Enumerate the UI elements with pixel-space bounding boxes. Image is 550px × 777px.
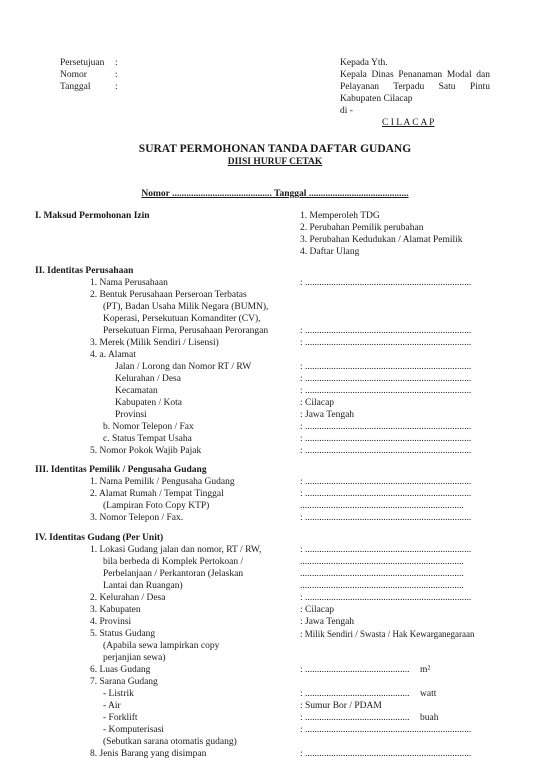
s4-unit-luas: m² (420, 665, 431, 675)
form-subtitle: DIISI HURUF CETAK (227, 157, 323, 167)
s4-field-jenis-barang[interactable]: : ...................................................................... (300, 749, 472, 759)
option-1[interactable]: 1. Memperoleh TDG (300, 211, 380, 221)
s4-row-air: - Air (103, 701, 121, 711)
s2-row-provinsi: Provinsi (115, 410, 147, 420)
address-city: C I L A C A P (382, 118, 435, 128)
section-3-heading: III. Identitas Pemilik / Pengusaha Gudang (35, 465, 207, 475)
s2-row-bentuk-2: (PT), Badan Usaha Milik Negara (BUMN), (103, 302, 269, 312)
s4-field-listrik[interactable]: : ............................................ (300, 689, 410, 699)
s4-field-luas[interactable]: : ............................................ (300, 665, 410, 675)
tanggal-label: Tanggal (60, 82, 91, 92)
s2-field-npwp[interactable]: : ...................................................................... (300, 446, 472, 456)
s4-field-komputerisasi[interactable]: : ...................................................................... (300, 725, 472, 735)
option-3[interactable]: 3. Perubahan Kedudukan / Alamat Pemilik (300, 235, 463, 245)
s4-row-kelurahan: 2. Kelurahan / Desa (90, 593, 166, 603)
s4-field-lokasi-2[interactable]: ..................................................................... (300, 557, 464, 567)
s4-row-lokasi: 1. Lokasi Gudang jalan dan nomor, RT / RW, (90, 545, 262, 555)
s2-row-status: c. Status Tempat Usaha (103, 434, 192, 444)
section-1-heading: I. Maksud Permohonan Izin (35, 211, 150, 221)
s4-row-lokasi-2: bila berbeda di Komplek Pertokoan / (103, 557, 244, 567)
s2-field-kelurahan[interactable]: : ...................................................................... (300, 374, 472, 384)
s2-field-bentuk[interactable]: : ...................................................................... (300, 326, 472, 336)
s4-row-luas: 6. Luas Gudang (90, 665, 151, 675)
nomor-tanggal-line[interactable]: Nomor .......................................... Tanggal .......................................... (141, 189, 409, 199)
s4-row-lokasi-3: Perbelanjaan / Perkantoran (Jelaskan (103, 569, 244, 579)
form-title: SURAT PERMOHONAN TANDA DAFTAR GUDANG (138, 143, 412, 155)
s2-row-alamat: 4. a. Alamat (90, 350, 136, 360)
s4-row-sarana: 7. Sarana Gudang (90, 677, 158, 687)
s2-field-telepon[interactable]: : ...................................................................... (300, 422, 472, 432)
s4-row-listrik: - Listrik (103, 689, 134, 699)
s4-field-lokasi-3[interactable]: ..................................................................... (300, 569, 464, 579)
s4-row-kabupaten: 3. Kabupaten (90, 605, 141, 615)
s4-value-status[interactable]: : Milik Sendiri / Swasta / Hak Kewarganegaraan (300, 629, 475, 639)
s3-row-alamat: 2. Alamat Rumah / Tempat Tinggal (90, 489, 224, 499)
section-2-heading: II. Identitas Perusahaan (35, 266, 134, 276)
s4-row-status-3: perjanjian sewa) (103, 653, 166, 663)
s4-value-air[interactable]: : Sumur Bor / PDAM (300, 701, 382, 711)
s4-value-kabupaten: : Cilacap (300, 605, 335, 615)
s3-row-nama: 1. Nama Pemilik / Pengusaha Gudang (90, 477, 235, 487)
s3-field-nama[interactable]: : ...................................................................... (300, 477, 472, 487)
s4-row-provinsi: 4. Provinsi (90, 617, 132, 627)
s4-row-status-2: (Apabila sewa lampirkan copy (103, 641, 220, 651)
nomor-colon: : (115, 70, 118, 80)
s4-field-lokasi-4[interactable]: ..................................................................... (300, 581, 464, 591)
nomor-label: Nomor (60, 70, 87, 80)
address-line-2: Pelayanan Terpadu Satu Pintu (340, 82, 490, 92)
s4-field-lokasi[interactable]: : ...................................................................... (300, 545, 472, 555)
s4-unit-listrik: watt (420, 689, 437, 699)
tanggal-colon: : (115, 82, 118, 92)
s2-row-bentuk-4: Persekutuan Firma, Perusahaan Perorangan (103, 326, 269, 336)
s4-row-sebutkan: (Sebutkan sarana otomatis gudang) (103, 737, 237, 747)
s2-field-nama[interactable]: : ...................................................................... (300, 278, 472, 288)
s2-row-npwp: 5. Nomor Pokok Wajib Pajak (90, 446, 202, 456)
s3-field-alamat-2[interactable]: ..................................................................... (300, 501, 464, 511)
s4-row-jenis-barang: 8. Jenis Barang yang disimpan (90, 749, 207, 759)
s2-row-bentuk: 2. Bentuk Perusahaan Perseroan Terbatas (90, 290, 247, 300)
s4-value-provinsi: : Jawa Tengah (300, 617, 355, 627)
s2-row-bentuk-3: Koperasi, Persekutuan Komanditer (CV), (103, 314, 261, 324)
s2-value-kabupaten: : Cilacap (300, 398, 335, 408)
s2-row-merek: 3. Merek (Milik Sendiri / Lisensi) (90, 338, 219, 348)
s2-field-kecamatan[interactable]: : ...................................................................... (300, 386, 472, 396)
s2-field-merek[interactable]: : ...................................................................... (300, 338, 472, 348)
s3-field-alamat[interactable]: : ...................................................................... (300, 489, 472, 499)
s2-row-nama: 1. Nama Perusahaan (90, 278, 168, 288)
kepada-label: Kepada Yth. (340, 58, 388, 68)
address-line-4: di - (340, 106, 353, 116)
s2-field-status[interactable]: : ...................................................................... (300, 434, 472, 444)
s4-field-kelurahan[interactable]: : ...................................................................... (300, 593, 472, 603)
s3-row-lampiran: (Lampiran Foto Copy KTP) (103, 501, 210, 511)
persetujuan-label: Persetujuan (60, 58, 105, 68)
s2-row-kecamatan: Kecamatan (115, 386, 158, 396)
s4-row-forklift: - Forklift (103, 713, 138, 723)
s4-row-status: 5. Status Gudang (90, 629, 156, 639)
s4-row-komputerisasi: - Komputerisasi (103, 725, 164, 735)
s3-field-telepon[interactable]: : ...................................................................... (300, 513, 472, 523)
s2-row-kelurahan: Kelurahan / Desa (115, 374, 181, 384)
s2-row-jalan: Jalan / Lorong dan Nomor RT / RW (115, 362, 252, 372)
s2-row-telepon: b. Nomor Telepon / Fax (103, 422, 194, 432)
persetujuan-colon: : (115, 58, 118, 68)
s4-row-lokasi-4: Lantai dan Ruangan) (103, 581, 183, 591)
option-2[interactable]: 2. Perubahan Pemilik perubahan (300, 223, 424, 233)
s3-row-telepon: 3. Nomor Telepon / Fax. (90, 513, 184, 523)
s2-row-kabupaten: Kabupaten / Kota (115, 398, 183, 408)
option-4[interactable]: 4. Daftar Ulang (300, 247, 360, 257)
address-line-1: Kepala Dinas Penanaman Modal dan (340, 70, 490, 80)
s2-field-jalan[interactable]: : ...................................................................... (300, 362, 472, 372)
s4-unit-forklift: buah (420, 713, 439, 723)
s2-value-provinsi: : Jawa Tengah (300, 410, 355, 420)
section-4-heading: IV. Identitas Gudang (Per Unit) (35, 533, 164, 543)
address-line-3: Kabupaten Cilacap (340, 94, 413, 104)
s4-field-forklift[interactable]: : ............................................ (300, 713, 410, 723)
